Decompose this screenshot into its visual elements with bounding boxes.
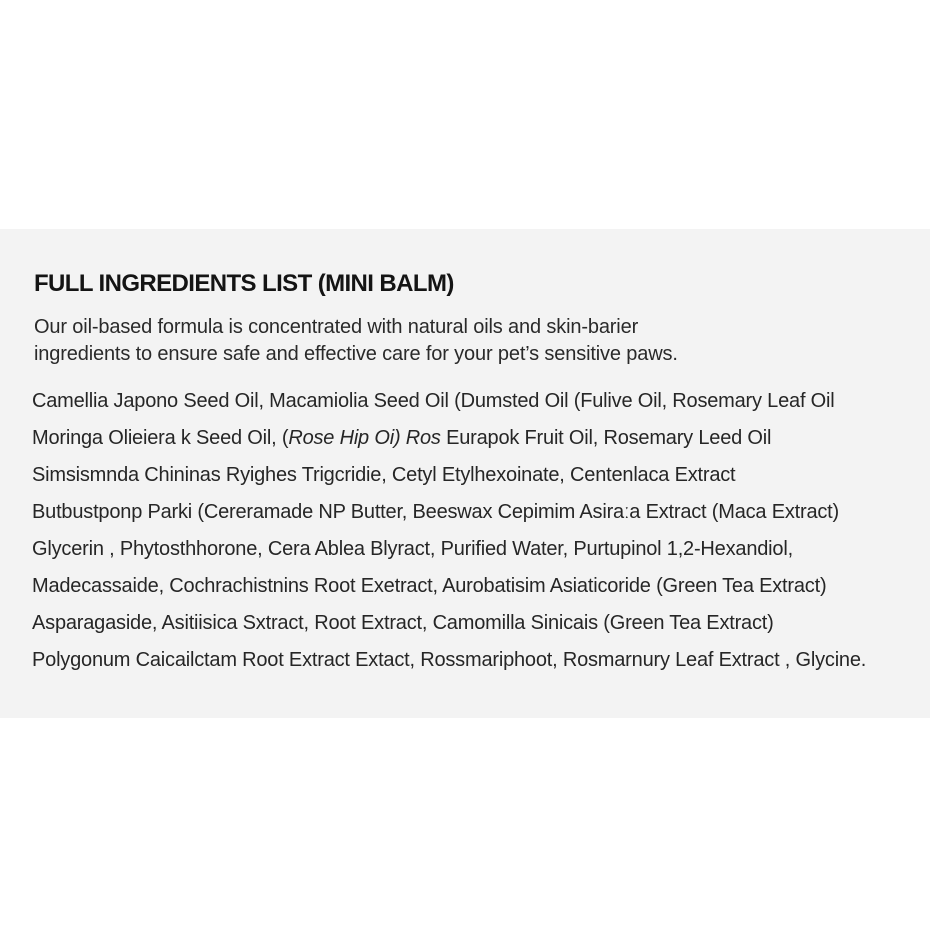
ingredients-text: Moringa Olieiera k Seed Oil, ( — [32, 427, 289, 449]
intro-line: ingredients to ensure safe and effective care for your pet’s sensitive paws. — [34, 343, 678, 365]
ingredients-line: Polygonum Caicailctam Root Extract Extact, Rossmariphoot, Rosmarnury Leaf Extract , Glycine. — [32, 649, 867, 671]
ingredients-italic-text: Rose Hip Oi) Ros — [288, 427, 441, 449]
ingredients-text: Eurapok Fruit Oil, Rosemary Leed Oil — [440, 427, 772, 449]
ingredients-line: Butbustponp Parki (Cereramade NP Butter, Beeswax Cepimim Asiraːa Extract (Maca Extract) — [32, 501, 839, 523]
section-title: FULL INGREDIENTS LIST (MINI BALM) — [34, 270, 454, 297]
ingredients-line: Asparagaside, Asitiisica Sxtract, Root Extract, Camomilla Sinicais (Green Tea Extract) — [32, 612, 774, 634]
ingredients-line: Glycerin , Phytosthhorone, Cera Ablea Blyract, Purified Water, Purtupinol 1,2-Hexandiol, — [32, 538, 793, 560]
ingredients-line — [32, 420, 922, 457]
intro-paragraph — [34, 314, 894, 368]
ingredients-line: Camellia Japono Seed Oil, Macamiolia Seed Oil (Dumsted Oil (Fulive Oil, Rosemary Leaf Oil — [32, 390, 835, 412]
ingredients-line: Simsismnda Chininas Ryighes Trigcridie, Cetyl Etylhexoinate, Centenlaca Extract — [32, 464, 736, 486]
ingredients-list — [32, 383, 922, 679]
ingredients-line: Madecassaide, Cochrachistnins Root Exetract, Aurobatisim Asiaticoride (Green Tea Extract) — [32, 575, 827, 597]
intro-line: Our oil-based formula is concentrated with natural oils and skin-barier — [34, 316, 639, 338]
